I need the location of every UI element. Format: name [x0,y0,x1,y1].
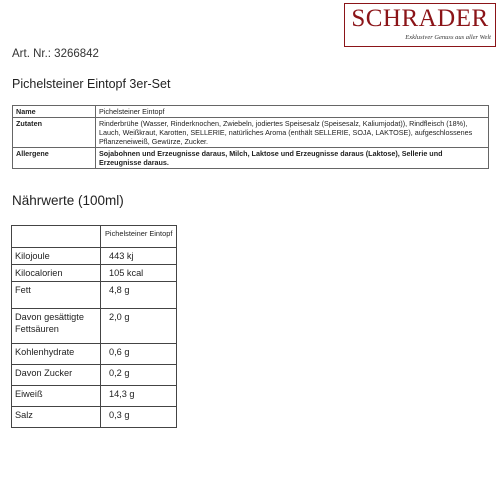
table-row [12,365,177,386]
table-row [12,282,177,309]
nutrition-value: 0,6 g [101,344,177,365]
info-value-name: Pichelsteiner Eintopf [96,106,489,118]
table-row [12,386,177,407]
info-value-ingredients: Rinderbrühe (Wasser, Rinderknochen, Zwiebeln, jodiertes Speisesalz (Speisesalz, Kaliumjodat)), Rindfleisch (18%), Lauch, Weißkraut, Karotten, SELLERIE, natürliches Aroma (enthält SELLERIE, SOJA, LAKTOSE), aufgeschlossenes Pflanzeneiweiß, Gewürze, Zucker. [96,118,489,148]
nutrition-label: Salz [12,407,101,428]
table-row [12,407,177,428]
brand-logo [344,3,496,47]
table-row [12,309,177,344]
nutrition-value: 105 kcal [101,265,177,282]
nutrition-label: Davon gesättigte Fettsäuren [12,309,101,344]
table-row [13,148,489,169]
table-row [12,248,177,265]
table-row [13,106,489,118]
info-label-name: Name [13,106,96,118]
product-info-table [12,105,489,169]
product-title: Pichelsteiner Eintopf 3er-Set [12,77,171,91]
info-label-ingredients: Zutaten [13,118,96,148]
info-value-allergens: Sojabohnen und Erzeugnisse daraus, Milch, Laktose und Erzeugnisse daraus (Laktose), Sellerie und Erzeugnisse daraus. [96,148,489,169]
nutrition-table [11,225,177,428]
info-label-allergens: Allergene [13,148,96,169]
table-header-row [12,226,177,248]
article-number: Art. Nr.: 3266842 [12,48,99,60]
nutrition-label: Eiweiß [12,386,101,407]
brand-tagline: Exklusiver Genuss aus aller Welt [405,34,491,41]
nutrition-value: 2,0 g [101,309,177,344]
nutrition-value: 0,2 g [101,365,177,386]
nutrition-value: 14,3 g [101,386,177,407]
nutrition-label: Kilojoule [12,248,101,265]
nutrition-label: Davon Zucker [12,365,101,386]
nutrition-value: 443 kj [101,248,177,265]
table-row [12,265,177,282]
nutrition-label: Fett [12,282,101,309]
nutrition-header-empty [12,226,101,248]
nutrition-column-header: Pichelsteiner Eintopf [101,226,177,248]
table-row [12,344,177,365]
table-row [13,118,489,148]
nutrition-label: Kohlenhydrate [12,344,101,365]
nutrition-value: 0,3 g [101,407,177,428]
brand-name: SCHRADER [351,5,489,32]
nutrition-value: 4,8 g [101,282,177,309]
nutrition-label: Kilocalorien [12,265,101,282]
nutrition-heading: Nährwerte (100ml) [12,193,124,208]
